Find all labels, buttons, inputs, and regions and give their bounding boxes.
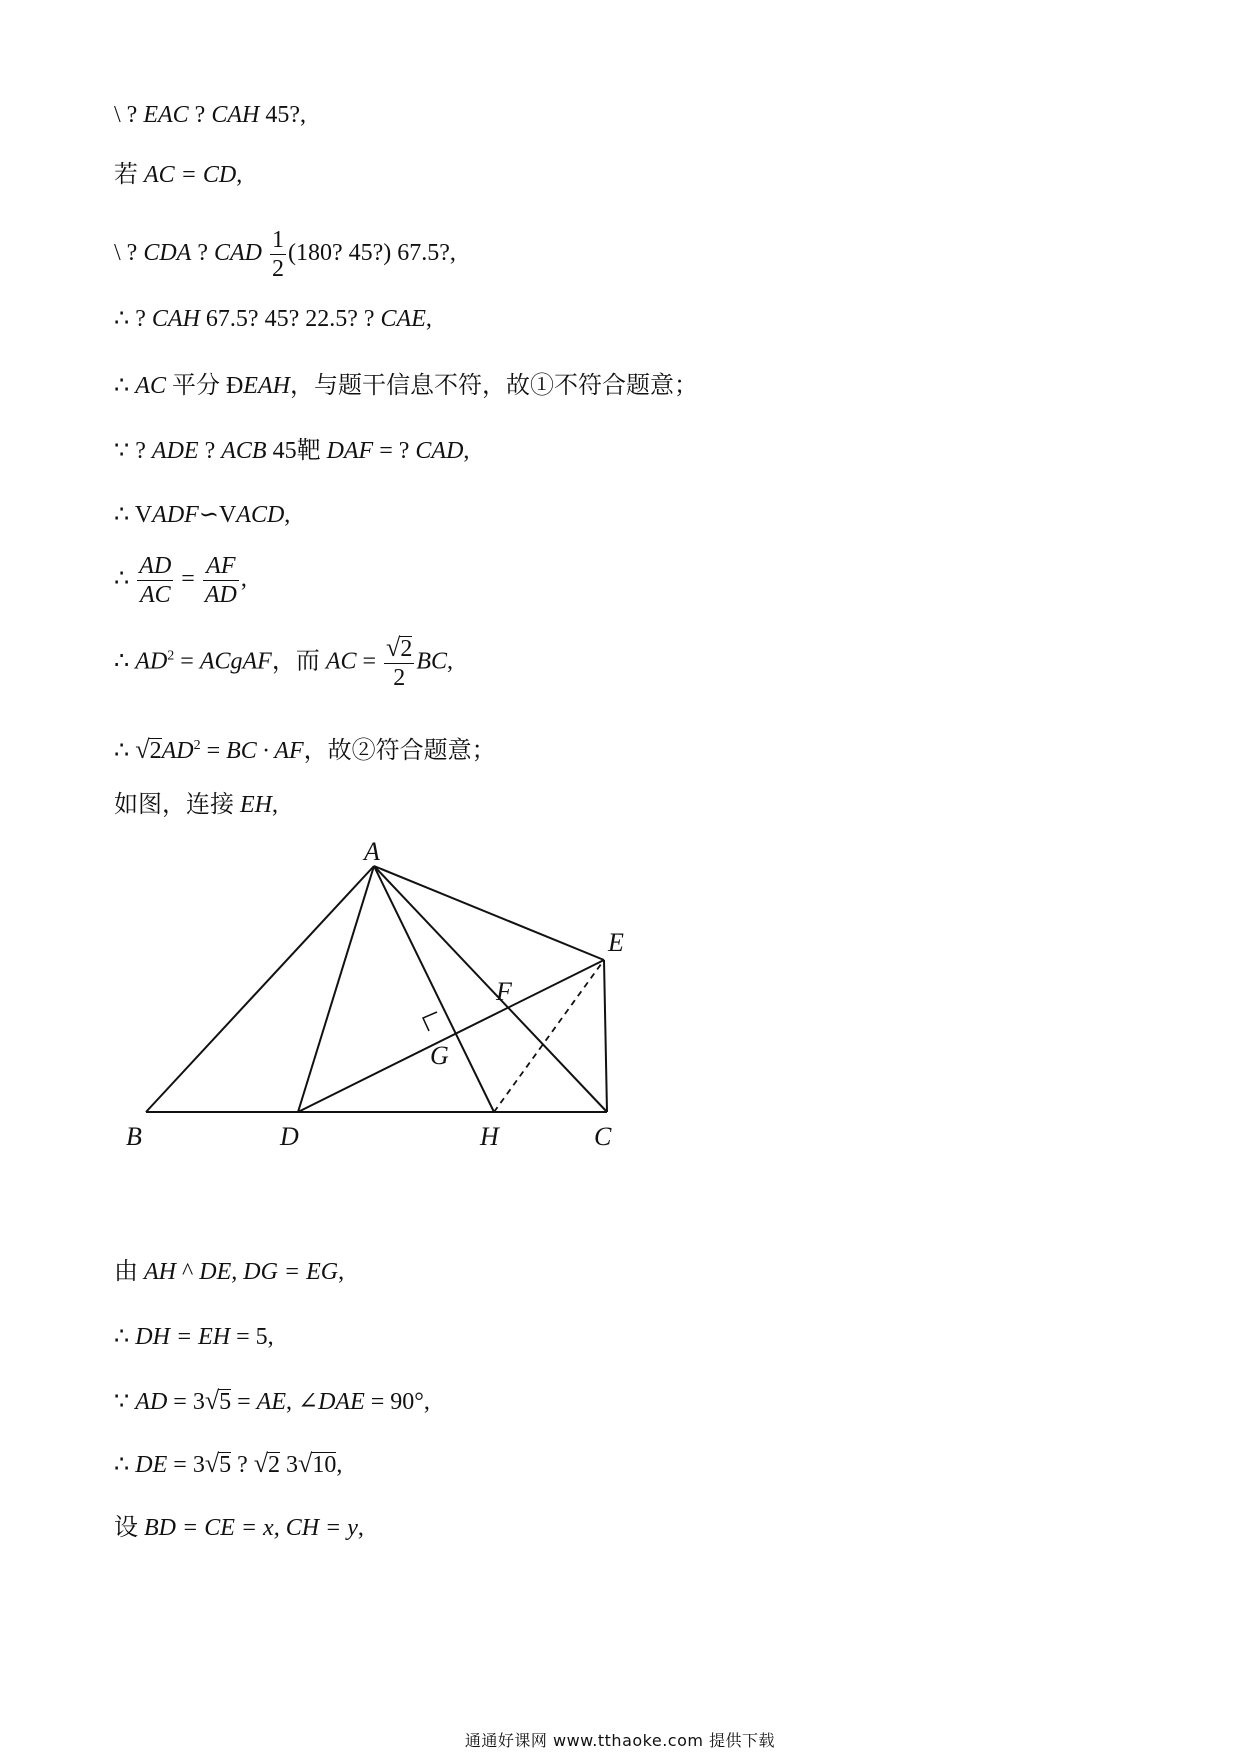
segment-ac	[374, 866, 607, 1112]
solution-line-7: ∴ VADF∽VACD,	[114, 502, 291, 528]
solution-line-12: 由 AH ^ DE, DG = EG,	[114, 1259, 345, 1285]
label-a: A	[364, 840, 380, 866]
solution-line-6: ∵ ? ADE ? ACB 45靶 DAF = ? CAD,	[114, 438, 470, 464]
label-d: D	[280, 1122, 299, 1151]
segment-ae	[374, 866, 604, 960]
solution-line-10: ∴ $√2AD^2$ = BC · AF，故②符合题意；	[114, 735, 496, 764]
segment-de	[298, 960, 604, 1112]
solution-line-1: \ ? EAC ? CAH 45?,	[114, 102, 306, 128]
segment-ab	[146, 866, 374, 1112]
solution-line-8: ∴ $\frac{AD}{AC}$ = $\frac{AF}{AD}$ ,	[114, 553, 247, 608]
right-angle-mark	[423, 1012, 437, 1031]
solution-line-11: 如图，连接 EH,	[114, 792, 278, 818]
label-e: E	[608, 928, 624, 957]
solution-line-13: ∴ DH = EH = 5,	[114, 1324, 274, 1350]
label-f: F	[496, 977, 512, 1006]
solution-line-2: 若 AC = CD,	[114, 162, 243, 188]
solution-line-14: ∵ AD = 3√5 = AE, ∠DAE = 90°,	[114, 1386, 430, 1415]
label-g: G	[430, 1041, 449, 1070]
label-h: H	[480, 1122, 499, 1151]
fraction-af-ad: $\frac{AF}{AD}$	[204, 553, 237, 608]
solution-line-4: ∴ ? CAH 67.5? 45? 22.5? ? CAE,	[114, 306, 432, 332]
segment-ec	[604, 960, 607, 1112]
solution-line-15: ∴ DE = 3√5 ? √2 3√10,	[114, 1449, 343, 1478]
label-c: C	[594, 1122, 612, 1151]
solution-line-5: ∴ AC 平分 ÐEAH，与题干信息不符，故①不符合题意；	[114, 373, 698, 399]
segment-ah	[374, 866, 494, 1112]
fraction-ad-ac: $\frac{AD}{AC}$	[139, 553, 172, 608]
label-b: B	[126, 1122, 142, 1151]
solution-line-16: 设 BD = CE = x, CH = y,	[114, 1515, 364, 1541]
solution-line-3: \ ? CDA ? CAD $\frac{1}{2}$ (180? 45?) 67.5?,	[114, 227, 456, 282]
fraction-one-half: $\frac{1}{2}$	[271, 227, 284, 282]
solution-line-9: ∴ $AD^2$ = ACgAF，而 AC = $\frac{√2}{2}$ BC,	[114, 633, 453, 691]
segment-ad	[298, 866, 374, 1112]
fraction-root2-over-2: $\frac{√2}{2}$	[386, 633, 413, 691]
page-footer: 通通好课网 www.tthaoke.com 提供下载	[464, 1731, 776, 1750]
geometry-figure	[110, 840, 630, 1160]
figure-lines	[146, 866, 607, 1112]
